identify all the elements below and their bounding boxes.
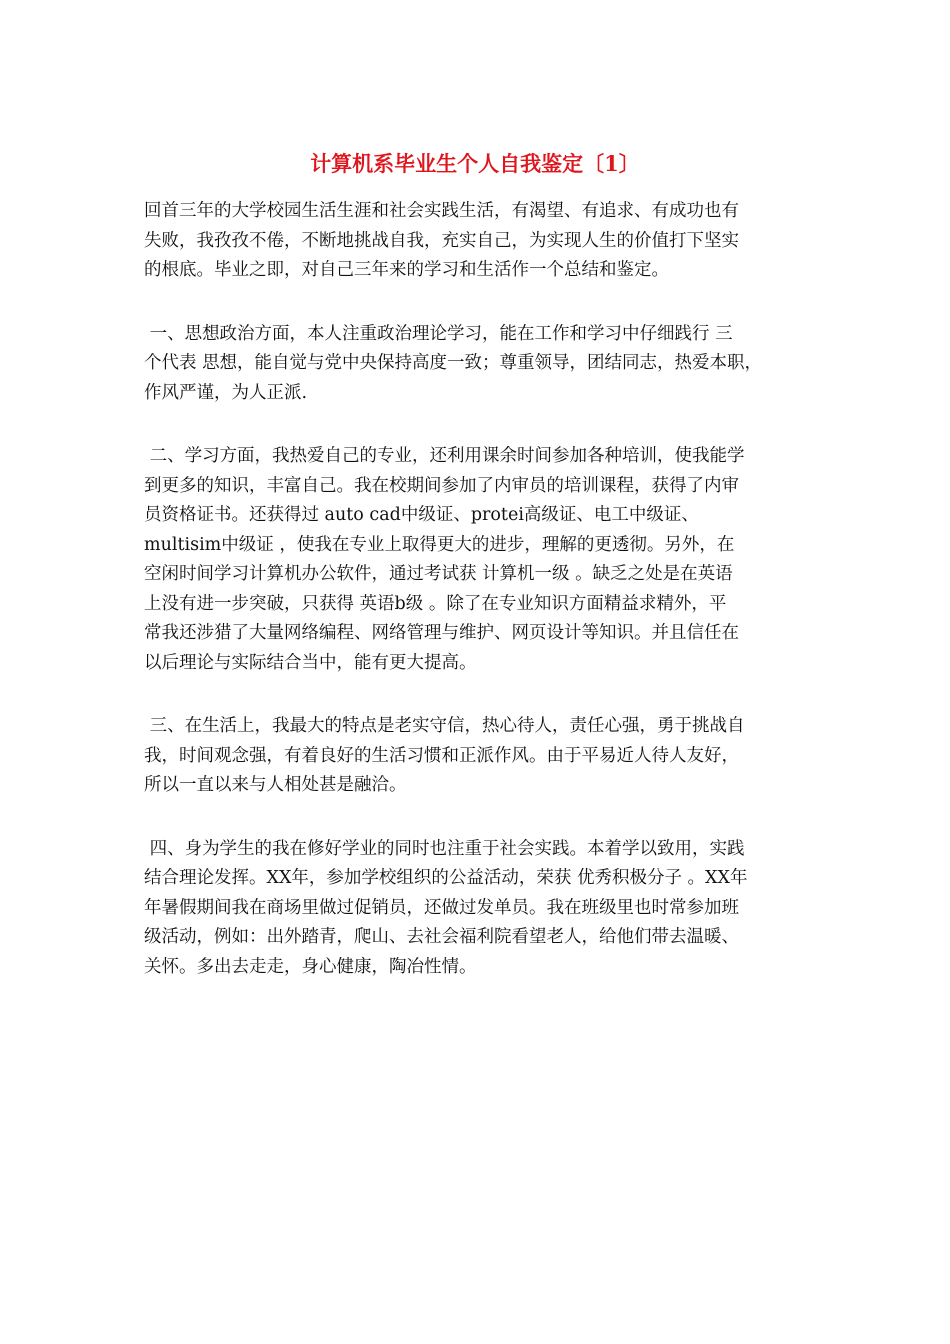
text-line: 级活动，例如：出外踏青，爬山、去社会福利院看望老人，给他们带去温暖、 — [144, 927, 739, 947]
text-line: 结合理论发挥。XX年，参加学校组织的公益活动，荣获 优秀积极分子 。XX年 — [144, 868, 748, 888]
text-line: 年暑假期间我在商场里做过促销员，还做过发单员。我在班级里也时常参加班 — [144, 897, 739, 918]
paragraph-life — [144, 712, 824, 801]
text-line: 失败，我孜孜不倦，不断地挑战自我，充实自己，为实现人生的价值打下坚实 — [144, 230, 739, 251]
text-line: 员资格证书。还获得过 auto cad中级证、protei高级证、电工中级证、 — [144, 505, 699, 525]
text-line: 四、身为学生的我在修好学业的同时也注重于社会实践。本着学以致用，实践 — [144, 838, 745, 859]
text-line: 个代表 思想，能自觉与党中央保持高度一致；尊重领导，团结同志，热爱本职， — [144, 353, 763, 373]
text-line: 作风严谨，为人正派. — [144, 382, 308, 403]
text-line: 空闲时间学习计算机办公软件，通过考试获 计算机一级 。缺乏之处是在英语 — [144, 564, 733, 584]
text-line: 关怀。多出去走走，身心健康，陶冶性情。 — [144, 956, 477, 977]
text-line: 二、学习方面，我热爱自己的专业，还利用课余时间参加各种培训，使我能学 — [144, 446, 745, 466]
text-line: 以后理论与实际结合当中，能有更大提高。 — [144, 652, 477, 673]
text-line: 回首三年的大学校园生活生涯和社会实践生活，有渴望、有追求、有成功也有 — [144, 201, 739, 221]
text-line: 我，时间观念强，有着良好的生活习惯和正派作风。由于平易近人待人友好， — [144, 745, 739, 766]
text-line: 三、在生活上，我最大的特点是老实守信，热心待人，责任心强，勇于挑战自 — [144, 716, 745, 736]
text-line: 到更多的知识，丰富自己。我在校期间参加了内审员的培训课程，获得了内审 — [144, 475, 739, 496]
document-title: 计算机系毕业生个人自我鉴定〔1〕 — [310, 151, 640, 176]
text-line: 一、思想政治方面，本人注重政治理论学习，能在工作和学习中仔细践行 三 — [144, 323, 733, 344]
paragraph-political — [144, 320, 824, 409]
text-line: multisim中级证 ，使我在专业上取得更大的进步，理解的更透彻。另外，在 — [144, 534, 735, 555]
text-line: 的根底。毕业之即，对自己三年来的学习和生活作一个总结和鉴定。 — [144, 260, 669, 280]
text-line: 常我还涉猎了大量网络编程、网络管理与维护、网页设计等知识。并且信任在 — [144, 623, 739, 643]
text-line: 所以一直以来与人相处甚是融洽。 — [144, 775, 407, 795]
text-line: 上没有进一步突破，只获得 英语b级 。除了在专业知识方面精益求精外，平 — [144, 593, 727, 614]
document-body — [144, 197, 824, 1016]
paragraph-intro — [144, 197, 824, 286]
paragraph-study — [144, 442, 824, 678]
paragraph-practice — [144, 835, 824, 983]
